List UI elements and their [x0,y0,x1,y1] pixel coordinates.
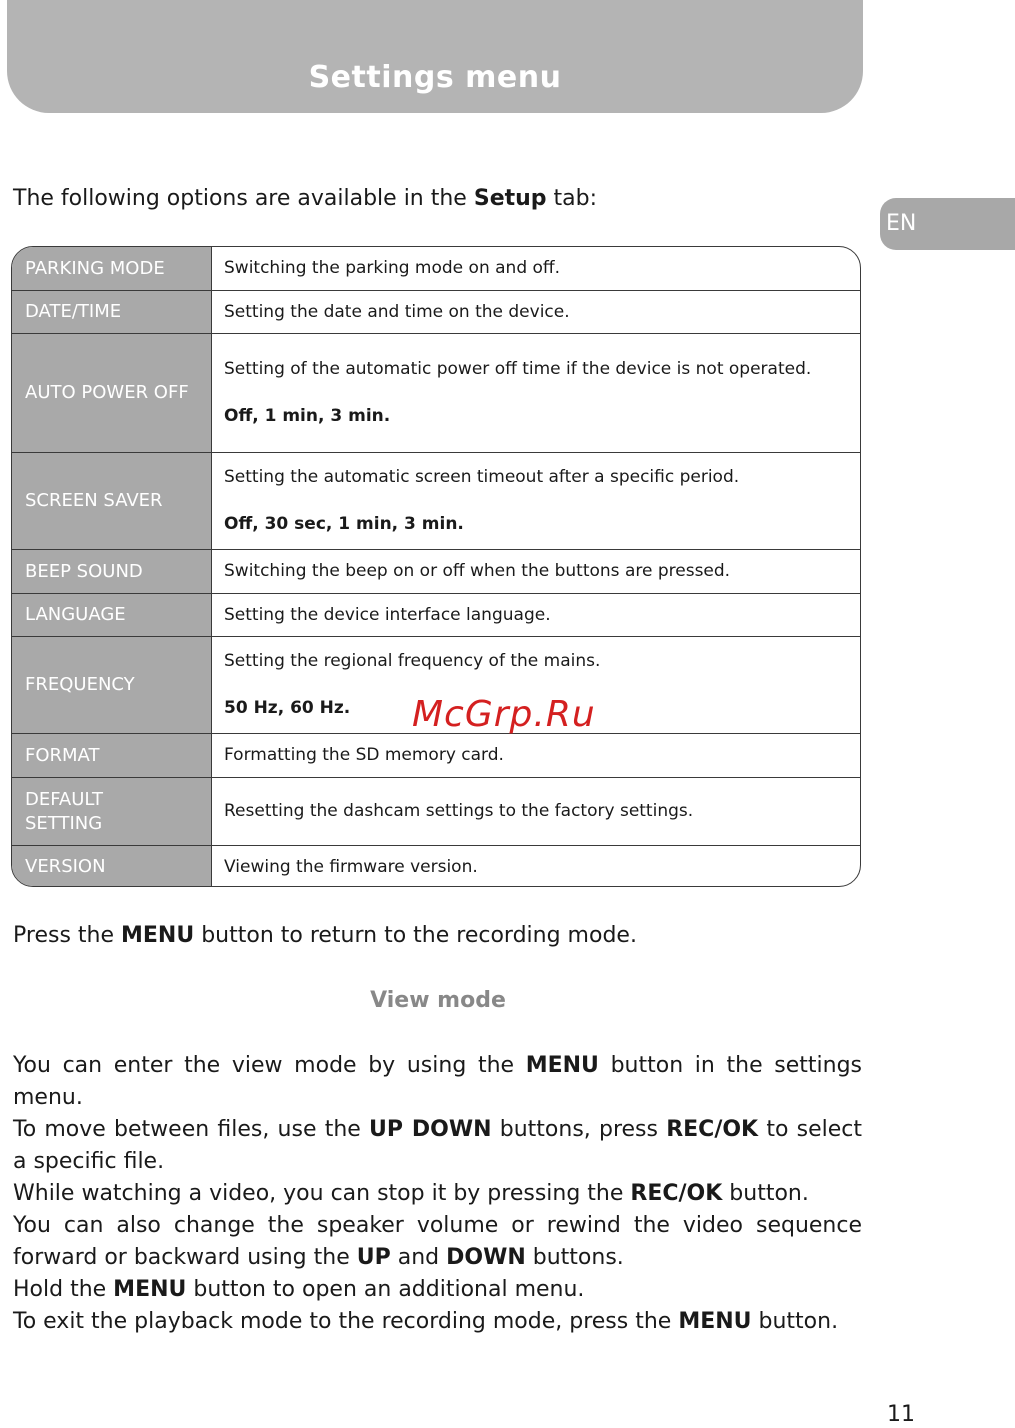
paragraph: You can also change the speaker volume or rewind the video sequence forward or backward using the UP and DOWN buttons. [13,1213,862,1270]
menu-note: Press the MENU button to return to the recording mode. [13,923,637,948]
setting-description: Formatting the SD memory card. [224,745,504,765]
settings-row-screen-saver [12,452,860,549]
intro-text: The following options are available in the Setup tab: [13,186,598,211]
setting-description: Resetting the dashcam settings to the factory settings. [224,801,694,821]
page-number: 11 [887,1402,915,1427]
settings-row-default-setting [12,777,860,845]
setting-name: LANGUAGE [12,594,212,636]
setting-name: DATE/TIME [12,291,212,333]
settings-table [11,246,861,887]
paragraph: You can enter the view mode by using the MENU button in the settings menu. [13,1053,863,1110]
view-mode-title: View mode [370,988,506,1013]
setting-description: Viewing the firmware version. [224,856,478,877]
settings-row-auto-power-off [12,333,860,452]
setting-description: Setting the date and time on the device. [224,301,570,322]
setting-name: FORMAT [12,734,212,777]
view-mode-body [13,1050,862,1338]
setting-name: BEEP SOUND [12,550,212,593]
setting-options: Off, 30 sec, 1 min, 3 min. [224,514,464,534]
settings-row-date-time [12,290,860,333]
setting-description: Setting the automatic screen timeout after a specific period. Off, 30 sec, 1 min, 3 min. [212,453,860,549]
page-title: Settings menu [308,60,562,95]
setting-description: Switching the parking mode on and off. [224,258,561,278]
setting-description: Setting of the automatic power off time if the device is not operated. Off, 1 min, 3 min. [212,334,860,452]
setting-name: FREQUENCY [12,637,212,733]
setting-description: Setting the regional frequency of the mains. 50 Hz, 60 Hz. [212,637,860,733]
setting-options: Off, 1 min, 3 min. [224,406,391,426]
setting-name: DEFAULT SETTING [12,778,212,845]
settings-row-version [12,845,860,887]
setting-name: PARKING MODE [12,247,212,290]
paragraph: Hold the MENU button to open an additional menu. [13,1277,585,1302]
setting-name: AUTO POWER OFF [12,334,212,452]
paragraph: To move between files, use the UP DOWN buttons, press REC/OK to select a specific file. [13,1117,862,1174]
setting-name: SCREEN SAVER [12,453,212,549]
paragraph: To exit the playback mode to the recording mode, press the MENU button. [13,1309,839,1334]
paragraph: While watching a video, you can stop it by pressing the REC/OK button. [13,1181,809,1206]
settings-row-format [12,733,860,777]
setting-description: Setting the device interface language. [224,604,551,625]
page-header [7,0,863,113]
settings-row-beep-sound [12,549,860,593]
language-tab: EN [880,198,1015,250]
watermark: McGrp.Ru [412,694,596,735]
settings-row-language [12,593,860,636]
setting-name: VERSION [12,846,212,887]
setting-options: 50 Hz, 60 Hz. [224,698,351,718]
setting-description: Switching the beep on or off when the buttons are pressed. [224,561,731,581]
settings-row-parking-mode [12,247,860,290]
